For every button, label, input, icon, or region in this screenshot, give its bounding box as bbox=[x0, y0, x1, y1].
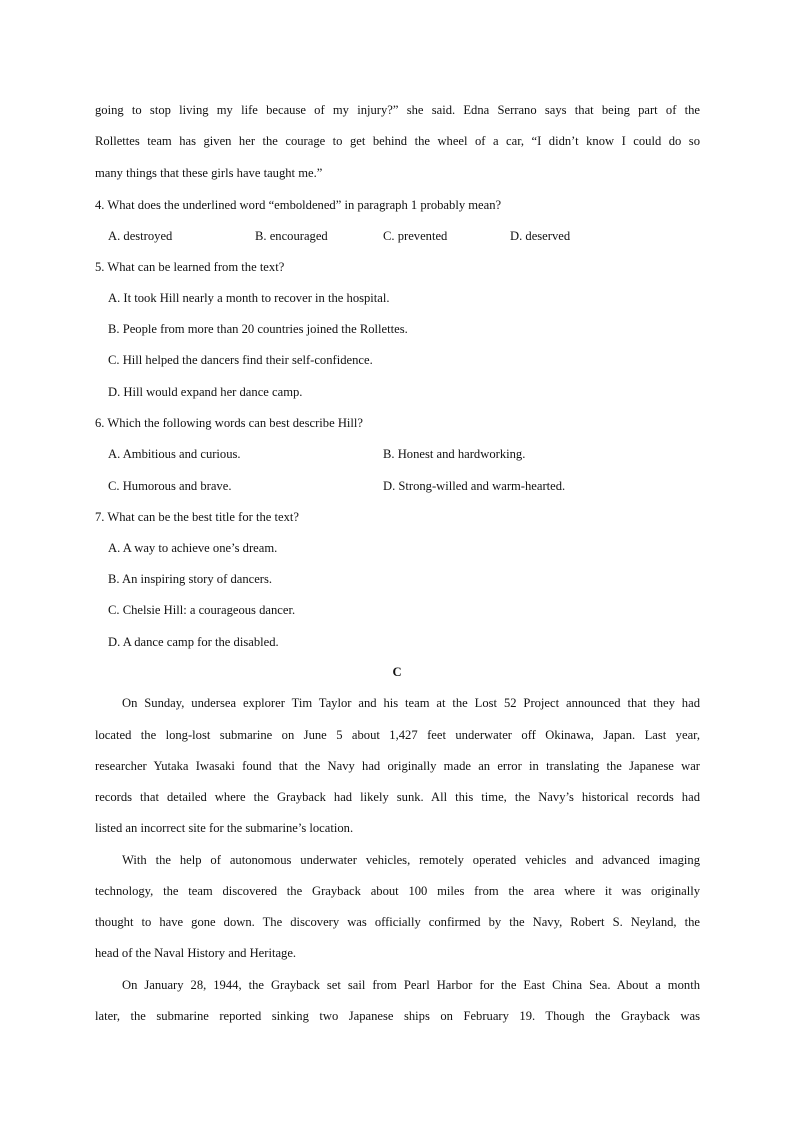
passage-c-p3-line-1: On January 28, 1944, the Grayback set sail from Pearl Harbor for the East China Sea. About a month bbox=[122, 978, 700, 992]
question-7-option-d: D. A dance camp for the disabled. bbox=[108, 635, 279, 649]
question-4-option-d: D. deserved bbox=[510, 229, 571, 243]
question-5-stem: 5. What can be learned from the text? bbox=[95, 260, 285, 274]
question-6-option-b: B. Honest and hardworking. bbox=[383, 447, 526, 461]
question-7-option-b: B. An inspiring story of dancers. bbox=[108, 572, 273, 586]
passage-b-line-3: many things that these girls have taught me.” bbox=[95, 166, 323, 180]
question-7-stem: 7. What can be the best title for the text? bbox=[95, 510, 299, 524]
question-5-option-c: C. Hill helped the dancers find their self-confidence. bbox=[108, 353, 373, 367]
passage-c-p2-line-2: technology, the team discovered the Grayback about 100 miles from the area where it was originally bbox=[95, 884, 700, 898]
passage-c-p1-line-4: records that detailed where the Grayback had likely sunk. All this time, the Navy’s historical records had bbox=[95, 790, 700, 804]
question-4-option-b: B. encouraged bbox=[255, 229, 328, 243]
question-6-option-d: D. Strong-willed and warm-hearted. bbox=[383, 479, 566, 493]
question-4-stem: 4. What does the underlined word “emboldened” in paragraph 1 probably mean? bbox=[95, 198, 502, 212]
passage-c-p2-line-3: thought to have gone down. The discovery was officially confirmed by the Navy, Robert S. Neyland, the bbox=[95, 915, 700, 929]
question-5-option-d: D. Hill would expand her dance camp. bbox=[108, 385, 303, 399]
question-7-option-c: C. Chelsie Hill: a courageous dancer. bbox=[108, 603, 296, 617]
question-4-option-c: C. prevented bbox=[383, 229, 448, 243]
question-6-option-a: A. Ambitious and curious. bbox=[108, 447, 241, 461]
question-5-option-a: A. It took Hill nearly a month to recover in the hospital. bbox=[108, 291, 390, 305]
passage-c-p1-line-2: located the long-lost submarine on June 5 about 1,427 feet underwater off Okinawa, Japan. Last year, bbox=[95, 728, 700, 742]
passage-c-p1-line-3: researcher Yutaka Iwasaki found that the Navy had originally made an error in translating the Japanese war bbox=[95, 759, 700, 773]
passage-c-heading: C bbox=[392, 665, 402, 679]
passage-c-p2-line-4: head of the Naval History and Heritage. bbox=[95, 946, 297, 960]
passage-b-line-1: going to stop living my life because of my injury?” she said. Edna Serrano says that being part of the bbox=[95, 103, 700, 117]
passage-b-line-2: Rollettes team has given her the courage to get behind the wheel of a car, “I didn’t know I could do so bbox=[95, 134, 700, 148]
question-5-option-b: B. People from more than 20 countries joined the Rollettes. bbox=[108, 322, 408, 336]
question-7-option-a: A. A way to achieve one’s dream. bbox=[108, 541, 278, 555]
passage-c-p1-line-5: listed an incorrect site for the submarine’s location. bbox=[95, 821, 354, 835]
passage-c-p1-line-1: On Sunday, undersea explorer Tim Taylor and his team at the Lost 52 Project announced that they had bbox=[122, 696, 700, 710]
question-4-option-a: A. destroyed bbox=[108, 229, 173, 243]
passage-c-p3-line-2: later, the submarine reported sinking two Japanese ships on February 19. Though the Grayback was bbox=[95, 1009, 700, 1023]
question-6-option-c: C. Humorous and brave. bbox=[108, 479, 232, 493]
question-6-stem: 6. Which the following words can best describe Hill? bbox=[95, 416, 364, 430]
passage-c-p2-line-1: With the help of autonomous underwater vehicles, remotely operated vehicles and advanced imaging bbox=[122, 853, 700, 867]
